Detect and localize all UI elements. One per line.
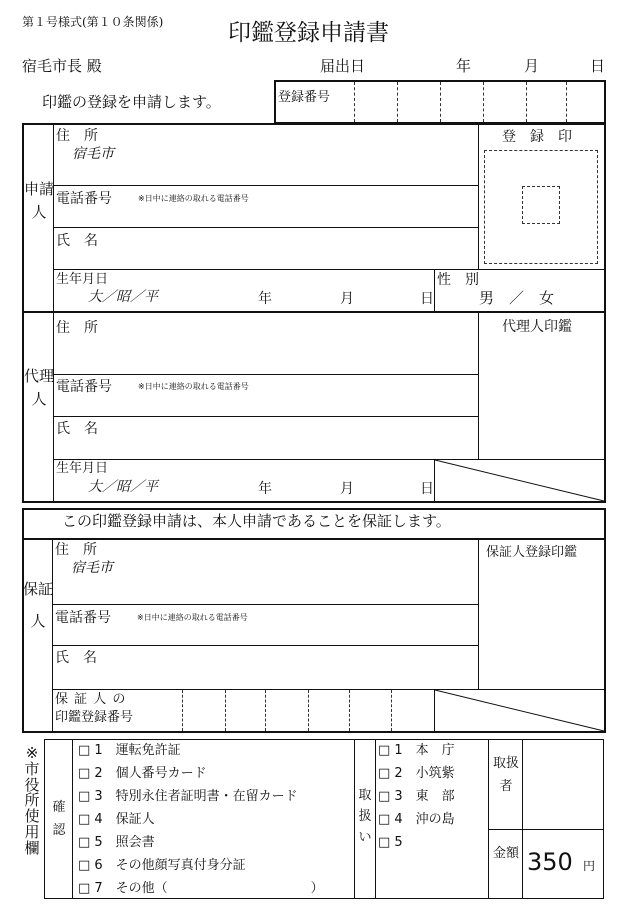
applicant-address-value: 宿毛市 bbox=[72, 146, 114, 162]
agent-birth-label: 生年月日 bbox=[56, 461, 109, 476]
guarantor-unused-cell-strike bbox=[435, 690, 604, 731]
applicant-seal-label: 登 録 印 bbox=[502, 129, 572, 145]
handling-label: 取扱い bbox=[358, 788, 372, 845]
agent-address-label: 住 所 bbox=[56, 320, 98, 336]
form-number: 第１号様式(第１０条関係) bbox=[22, 15, 164, 29]
handler-field[interactable] bbox=[523, 740, 603, 828]
digit-divider bbox=[349, 690, 350, 731]
digit-divider bbox=[182, 690, 183, 731]
registration-number-box[interactable] bbox=[274, 80, 606, 124]
applicant-birth-label: 生年月日 bbox=[56, 272, 109, 287]
amount-label: 金額 bbox=[492, 846, 519, 861]
request-text: 印鑑の登録を申請します。 bbox=[42, 93, 221, 111]
guarantor-address-value: 宿毛市 bbox=[71, 560, 113, 576]
agent-unused-cell-strike bbox=[435, 460, 604, 501]
guarantor-phone-note: ※日中に連絡の取れる電話番号 bbox=[137, 613, 248, 622]
applicant-era-options: 大／昭／平 bbox=[88, 289, 158, 305]
guarantor-seal-area[interactable] bbox=[479, 562, 604, 689]
date-month-label: 月 bbox=[524, 57, 540, 75]
guarantor-phone-field[interactable] bbox=[53, 605, 478, 645]
column-divider bbox=[488, 739, 489, 899]
agent-name-label: 氏 名 bbox=[56, 421, 98, 437]
handling-option-kozukushi[interactable]: □ 2 小筑紫 bbox=[378, 766, 455, 781]
applicant-birthdate-field[interactable] bbox=[54, 270, 434, 311]
office-use-label: ※市役所使用欄 bbox=[24, 744, 40, 857]
handling-option-main-office[interactable]: □ 1 本 庁 bbox=[378, 743, 455, 758]
digit-divider bbox=[354, 82, 355, 122]
confirm-option-inquiry[interactable]: □ 5 照会書 bbox=[78, 835, 155, 850]
digit-divider bbox=[265, 690, 266, 731]
addressee: 宿毛市長 殿 bbox=[22, 57, 102, 75]
agent-birth-year-label: 年 bbox=[258, 481, 272, 497]
registered-seal-inner-mark bbox=[522, 186, 560, 224]
confirm-option-other[interactable]: □ 7 その他（ ） bbox=[78, 881, 324, 896]
applicant-gender-label: 性 別 bbox=[437, 272, 479, 288]
applicant-address-label: 住 所 bbox=[56, 128, 98, 144]
digit-divider bbox=[483, 82, 484, 122]
column-divider bbox=[375, 739, 376, 899]
guarantor-address-field[interactable] bbox=[53, 540, 478, 604]
handler-label: 取扱者 bbox=[492, 756, 519, 795]
digit-divider bbox=[308, 690, 309, 731]
amount-value: 350 bbox=[527, 848, 573, 876]
applicant-address-field[interactable] bbox=[54, 125, 478, 185]
applicant-phone-label: 電話番号 bbox=[56, 191, 112, 207]
agent-name-field[interactable] bbox=[54, 417, 478, 459]
confirm-option-guarantor[interactable]: □ 4 保証人 bbox=[78, 812, 155, 827]
applicant-birth-day-label: 日 bbox=[420, 291, 434, 307]
handling-option-okinoshima[interactable]: □ 4 沖の島 bbox=[378, 812, 455, 827]
amount-unit: 円 bbox=[583, 859, 596, 873]
confirm-option-license[interactable]: □ 1 運転免許証 bbox=[78, 743, 181, 758]
applicant-birth-year-label: 年 bbox=[258, 291, 272, 307]
guarantor-address-label: 住 所 bbox=[55, 542, 97, 558]
applicant-gender-field[interactable] bbox=[435, 270, 604, 311]
column-divider bbox=[72, 739, 73, 899]
guarantor-section-label: 保証人 bbox=[23, 580, 54, 630]
guarantor-reg-label-line1: 保 証 人 の bbox=[55, 692, 127, 707]
agent-phone-label: 電話番号 bbox=[56, 379, 112, 395]
date-year-label: 年 bbox=[456, 57, 472, 75]
applicant-phone-note: ※日中に連絡の取れる電話番号 bbox=[138, 194, 249, 203]
confirm-checklist bbox=[78, 741, 352, 899]
agent-seal-area[interactable] bbox=[479, 313, 604, 459]
row-line bbox=[488, 829, 604, 830]
agent-address-field[interactable] bbox=[54, 313, 478, 374]
agent-phone-note: ※日中に連絡の取れる電話番号 bbox=[138, 382, 249, 391]
digit-divider bbox=[566, 82, 567, 122]
applicant-name-field[interactable] bbox=[54, 228, 478, 270]
guarantor-seal-label: 保証人登録印鑑 bbox=[486, 545, 578, 560]
guarantor-statement: この印鑑登録申請は、本人申請であることを保証します。 bbox=[62, 512, 451, 530]
confirm-option-residence-card[interactable]: □ 3 特別永住者証明書・在留カード bbox=[78, 789, 298, 804]
handling-option-5[interactable]: □ 5 bbox=[378, 835, 403, 850]
guarantor-reg-label-line2: 印鑑登録番号 bbox=[55, 710, 134, 725]
guarantor-name-field[interactable] bbox=[53, 646, 478, 689]
guarantor-phone-label: 電話番号 bbox=[55, 610, 111, 626]
agent-section-label: 代理人 bbox=[24, 367, 55, 409]
digit-divider bbox=[526, 82, 527, 122]
applicant-gender-options: 男 ／ 女 bbox=[479, 289, 555, 307]
digit-divider bbox=[397, 82, 398, 122]
agent-birth-month-label: 月 bbox=[340, 481, 354, 497]
digit-divider bbox=[391, 690, 392, 731]
digit-divider bbox=[225, 690, 226, 731]
handling-option-tobu[interactable]: □ 3 東 部 bbox=[378, 789, 455, 804]
seal-column-divider bbox=[478, 125, 479, 270]
agent-phone-field[interactable] bbox=[54, 375, 478, 416]
handling-office-checklist bbox=[378, 741, 488, 861]
confirm-label: 確認 bbox=[52, 800, 66, 839]
date-day-label: 日 bbox=[590, 57, 606, 75]
registration-number-label: 登録番号 bbox=[278, 90, 331, 105]
submission-date-label: 届出日 bbox=[320, 57, 366, 75]
confirm-option-my-number-card[interactable]: □ 2 個人番号カード bbox=[78, 766, 207, 781]
guarantor-name-label: 氏 名 bbox=[55, 650, 97, 666]
applicant-phone-field[interactable] bbox=[54, 186, 478, 228]
digit-divider bbox=[440, 82, 441, 122]
guarantor-registration-number-field[interactable] bbox=[53, 690, 434, 731]
applicant-name-label: 氏 名 bbox=[56, 233, 98, 249]
agent-birthdate-field[interactable] bbox=[54, 460, 434, 501]
applicant-section-label: 申請人 bbox=[24, 180, 55, 222]
agent-birth-day-label: 日 bbox=[420, 481, 434, 497]
confirm-option-photo-id[interactable]: □ 6 その他顔写真付身分証 bbox=[78, 858, 246, 873]
agent-seal-label: 代理人印鑑 bbox=[502, 319, 572, 335]
applicant-birth-month-label: 月 bbox=[340, 291, 354, 307]
agent-era-options: 大／昭／平 bbox=[88, 479, 158, 495]
form-title: 印鑑登録申請書 bbox=[228, 20, 389, 46]
